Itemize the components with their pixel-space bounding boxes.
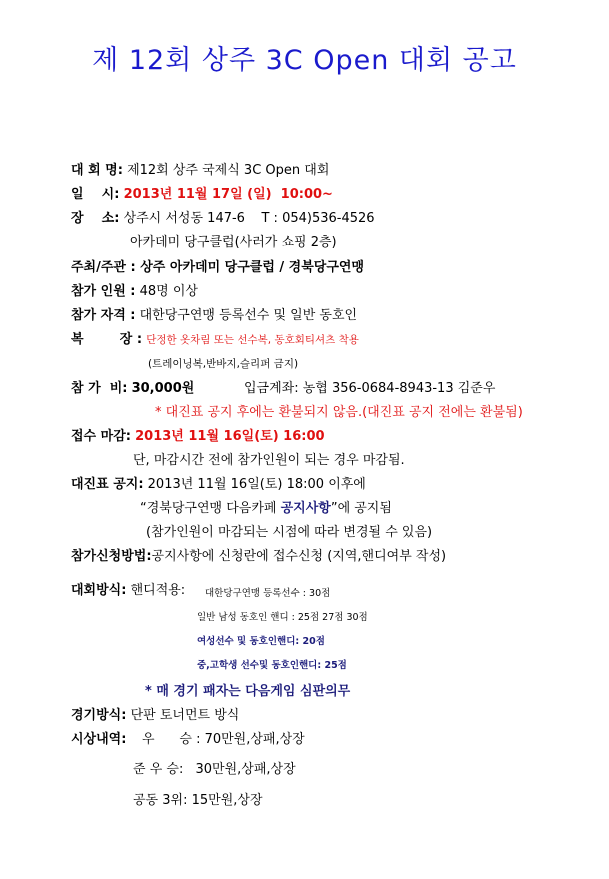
- participants-value: 48명 이상: [139, 284, 198, 299]
- match-label: 경기방식:: [71, 708, 127, 723]
- apply-row: [71, 549, 446, 565]
- place-row: [71, 211, 375, 227]
- format-item-1: 대한당구연맹 등록선수 : 30점: [205, 588, 331, 599]
- prizes-label: 시상내역:: [71, 732, 127, 747]
- place-label: 장 소:: [71, 211, 120, 226]
- format-note: * 매 경기 패자는 다음게임 심판의무: [145, 684, 351, 699]
- eligibility-label: 참가 자격 :: [71, 308, 136, 323]
- format-item-4: 중,고학생 선수및 동호인핸디: 25점: [197, 660, 347, 671]
- prizes-row: [71, 732, 126, 748]
- bracket-label: 대진표 공지:: [71, 477, 144, 492]
- bracket-value: 2013년 11월 16일(토) 18:00 이후에: [147, 477, 366, 492]
- prize-value-1: : 70만원,상패,상장: [196, 732, 305, 747]
- bracket-line2-post: ”에 공지됨: [330, 501, 392, 516]
- place-value: 상주시 서성동 147-6 T : 054)536-4526: [123, 211, 375, 226]
- match-value: 단판 토너먼트 방식: [130, 708, 240, 723]
- apply-value: 공지사항에 신청란에 접수신청 (지역,핸디여부 작성): [151, 549, 447, 564]
- eligibility-value: 대한당구연맹 등록선수 및 일반 동호인: [139, 308, 358, 323]
- host-row: [71, 260, 364, 276]
- date-value: 2013년 11월 17일 (일) 10:00~: [123, 187, 333, 202]
- dress-value: 단정한 옷차림 또는 선수복, 동호회티셔츠 착용: [146, 334, 359, 346]
- host-label: 주최/주관 :: [71, 260, 136, 275]
- fee-label: 참 가 비:: [71, 381, 128, 396]
- dress-sub: (트레이닝복,반바지,슬리퍼 금지): [148, 358, 299, 370]
- bracket-line2-pre: “경북당구연맹 다음카페: [140, 501, 281, 516]
- deadline-row: [71, 429, 325, 445]
- prize-rank-2: 준 우 승:: [133, 762, 184, 777]
- date-row: [71, 187, 333, 203]
- bracket-line3: (참가인원이 마감되는 시점에 따라 변경될 수 있음): [146, 525, 433, 540]
- date-label: 일 시:: [71, 187, 120, 202]
- prize-rank-1: 우 승: [142, 732, 192, 747]
- format-item-3: 여성선수 및 동호인핸디: 20점: [197, 636, 325, 647]
- deadline-label: 접수 마감:: [71, 429, 131, 444]
- deadline-note: 단, 마감시간 전에 참가인원이 되는 경우 마감됨.: [133, 453, 405, 468]
- fee-note: * 대진표 공지 후에는 환불되지 않음.(대진표 공지 전에는 환불됨): [155, 405, 523, 420]
- event-name-row: [71, 163, 329, 179]
- prize-value-3: 15만원,상장: [191, 793, 263, 808]
- prize-rank-3: 공동 3위:: [133, 793, 188, 808]
- bracket-row: [71, 477, 366, 493]
- fee-account: 입금계좌: 농협 356-0684-8943-13 김준우: [244, 381, 496, 396]
- eligibility-row: [71, 308, 357, 324]
- dress-row: [71, 332, 359, 348]
- match-row: [71, 708, 239, 724]
- prize-item-1: [142, 732, 305, 748]
- participants-row: [71, 284, 198, 300]
- page-title: 제 12회 상주 3C Open 대회 공고: [92, 45, 517, 76]
- fee-value: 30,000원: [131, 381, 195, 396]
- deadline-value: 2013년 11월 16일(토) 16:00: [135, 429, 325, 444]
- event-name-label: 대 회 명:: [71, 163, 123, 178]
- event-name-value: 제12회 상주 국제식 3C Open 대회: [127, 163, 330, 178]
- format-handi-label: 핸디적용:: [130, 583, 186, 598]
- prize-value-2: 30만원,상패,상장: [195, 762, 296, 777]
- fee-row: [71, 381, 194, 397]
- dress-label: 복 장 :: [71, 332, 143, 347]
- bracket-line2: [140, 501, 392, 517]
- participants-label: 참가 인원 :: [71, 284, 136, 299]
- bracket-line2-em: 공지사항: [280, 501, 331, 516]
- format-item-2: 일반 남성 동호인 핸디 : 25점 27점 30점: [197, 612, 368, 623]
- format-label: 대회방식:: [71, 583, 127, 598]
- prize-item-3: [133, 793, 263, 809]
- place-sub: 아카데미 당구클럽(사러가 쇼핑 2층): [130, 235, 337, 250]
- apply-label: 참가신청방법:: [71, 549, 152, 564]
- prize-item-2: [133, 762, 296, 778]
- format-row: [71, 583, 185, 599]
- host-value: 상주 아카데미 당구클럽 / 경북당구연맹: [140, 260, 365, 275]
